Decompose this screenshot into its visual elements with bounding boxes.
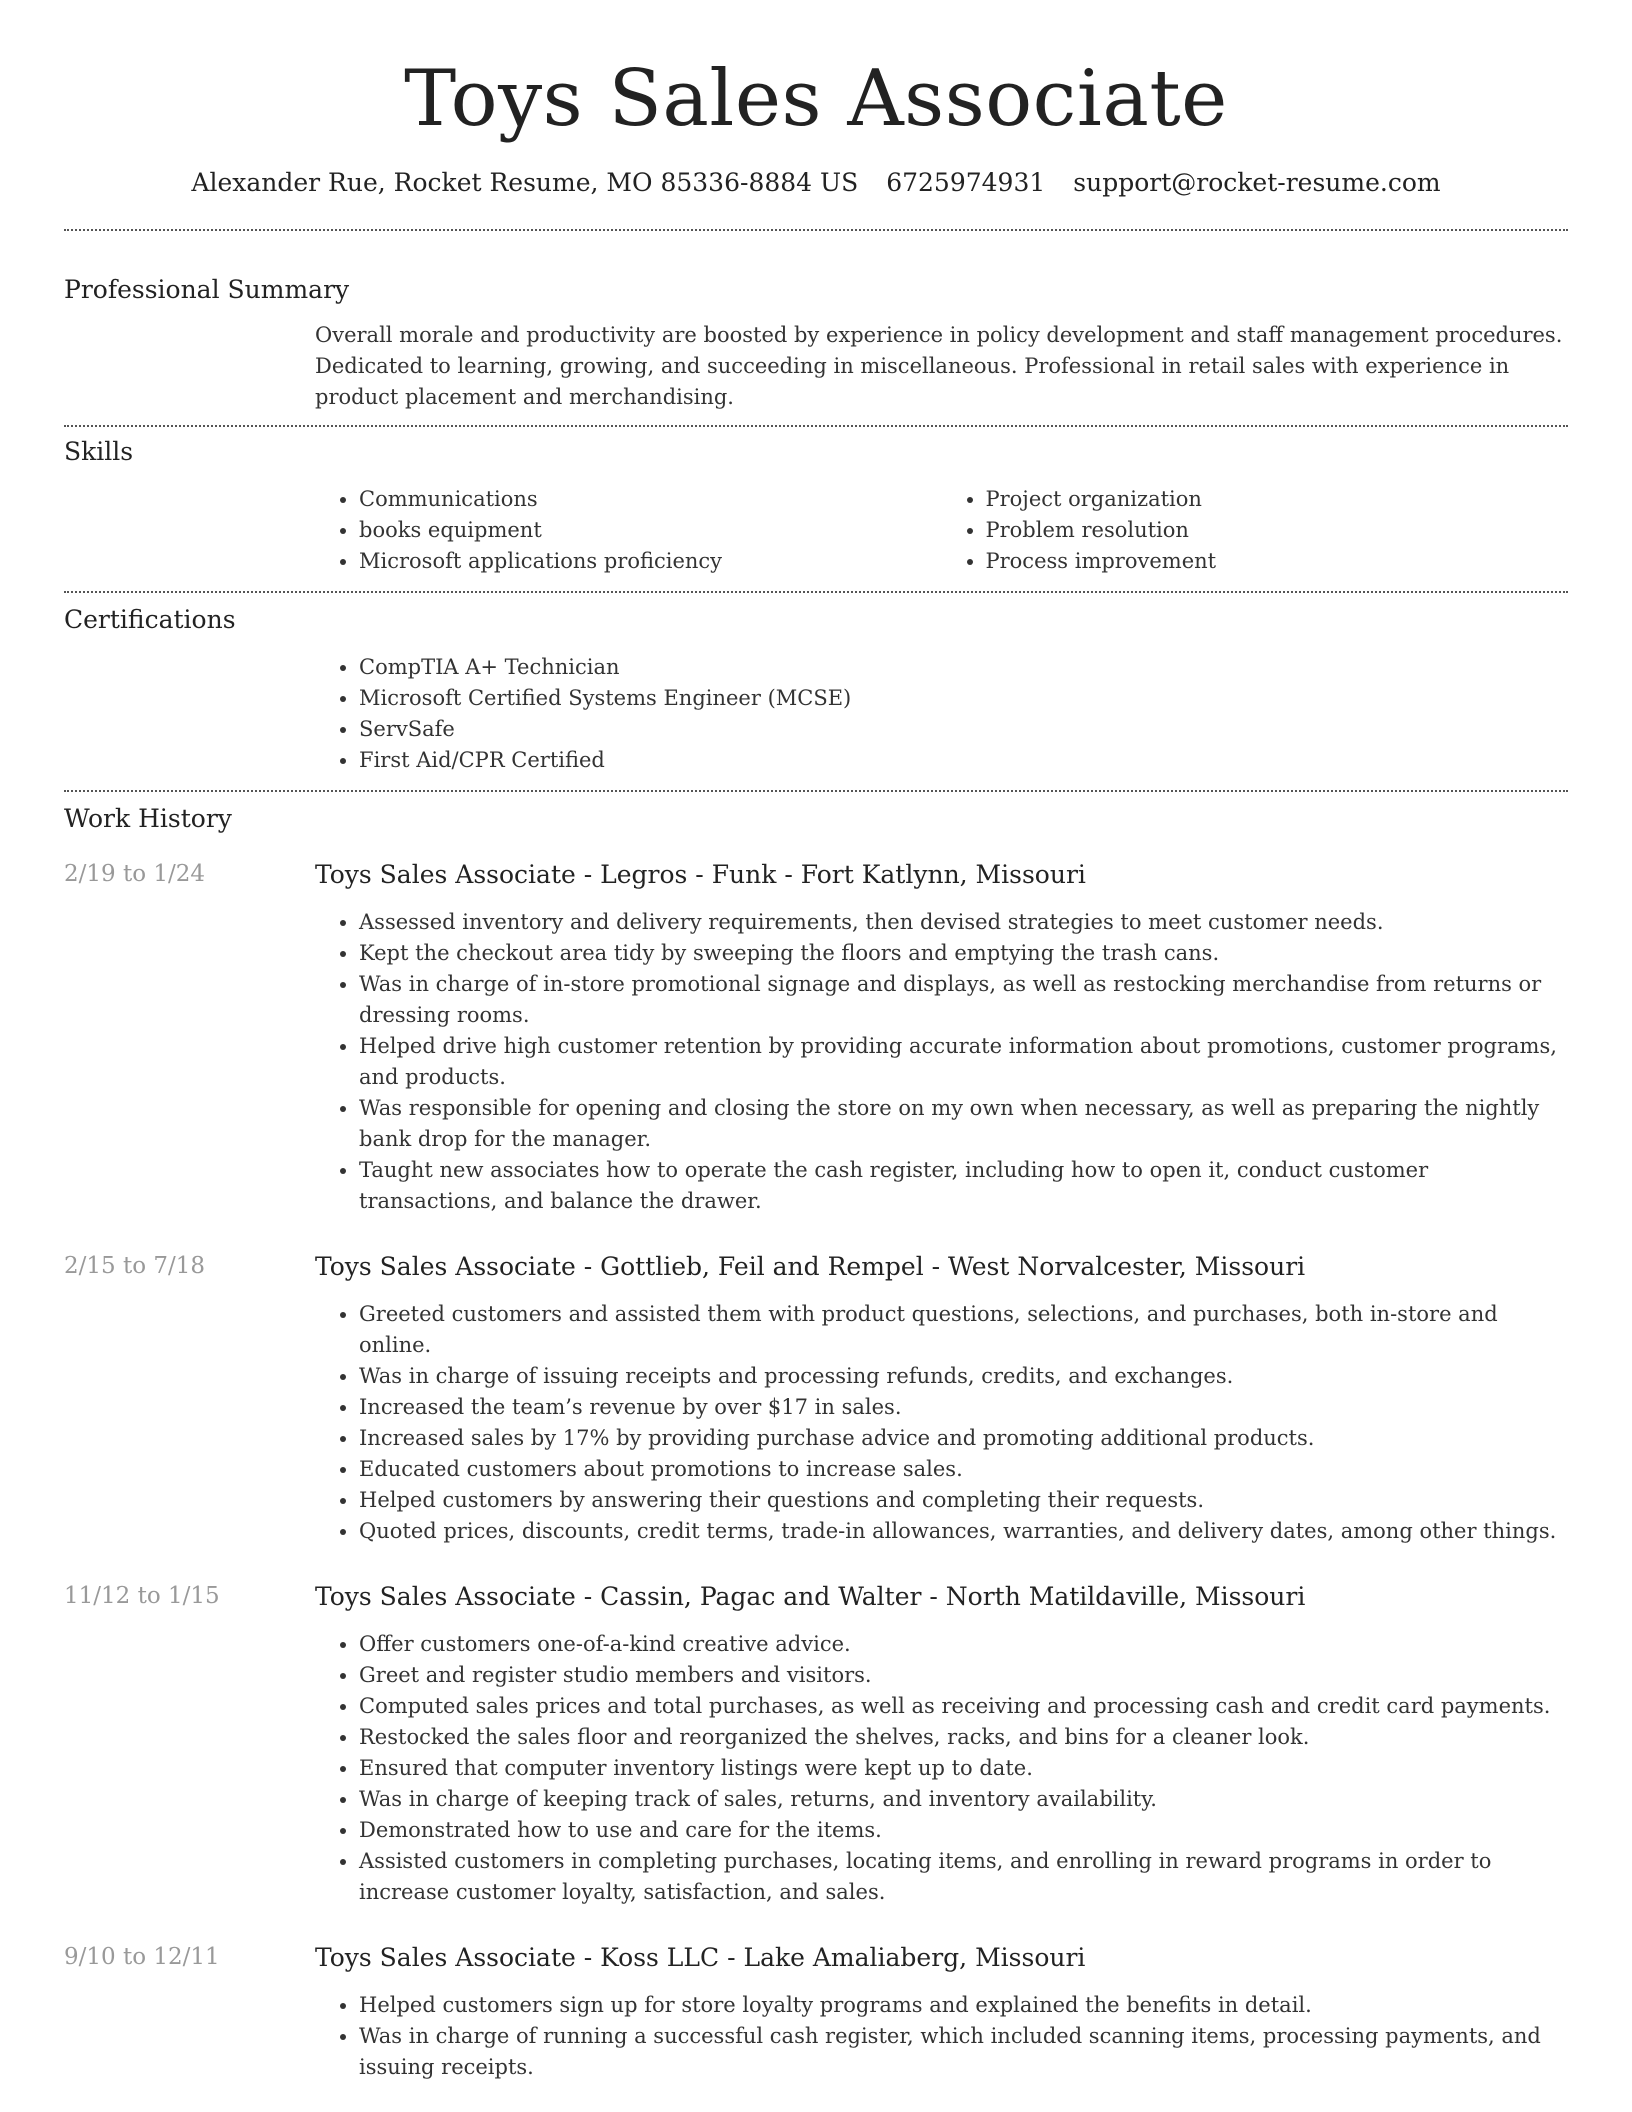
job-bullet: • Was in charge of running a successful cash register, which included scanning items, processing payments, and issuing receipts. [359, 2021, 1568, 2083]
certification-item: • Microsoft Certified Systems Engineer (MCSE) [359, 683, 1568, 714]
skill-item: • books equipment [359, 515, 942, 546]
contact-line [64, 168, 1568, 197]
job-bullet: • Was responsible for opening and closing the store on my own when necessary, as well as preparing the nightly bank drop for the manager. [359, 1093, 1568, 1155]
skills-column-right [942, 484, 1569, 577]
job-details [315, 1942, 1568, 2083]
job-bullet: • Demonstrated how to use and care for the items. [359, 1815, 1568, 1846]
summary-text: Overall morale and productivity are boosted by experience in policy development and staff management procedures. Dedicated to learning, growing, and succeeding in miscellaneous. Professional in retail sales with experience in product placement and merchandising. [315, 323, 1563, 409]
contact-address: Alexander Rue, Rocket Resume, MO 85336-8884 US [191, 168, 859, 197]
job-title: Toys Sales Associate - Legros - Funk - Fort Katlynn, Missouri [315, 860, 1086, 889]
job-entry [64, 1251, 1568, 1547]
resume-title: Toys Sales Associate [404, 54, 1228, 144]
skill-item: • Project organization [986, 484, 1569, 515]
job-dates: 11/12 to 1/15 [64, 1583, 220, 1609]
skill-item: • Microsoft applications proficiency [359, 546, 942, 577]
job-dates: 9/10 to 12/11 [64, 1944, 220, 1970]
certification-item: • ServSafe [359, 714, 1568, 745]
divider [64, 425, 1568, 427]
divider [64, 229, 1568, 231]
job-title: Toys Sales Associate - Gottlieb, Feil and Rempel - West Norvalcester, Missouri [315, 1252, 1306, 1281]
job-title: Toys Sales Associate - Koss LLC - Lake Amaliaberg, Missouri [315, 1943, 1086, 1972]
job-bullet: • Greet and register studio members and visitors. [359, 1660, 1568, 1691]
job-details [315, 859, 1568, 1217]
job-bullet: • Taught new associates how to operate the cash register, including how to open it, conduct customer transactions, and balance the drawer. [359, 1155, 1568, 1217]
job-title: Toys Sales Associate - Cassin, Pagac and Walter - North Matildaville, Missouri [315, 1582, 1306, 1611]
skill-item: • Problem resolution [986, 515, 1569, 546]
job-bullet: • Quoted prices, discounts, credit terms, trade-in allowances, warranties, and delivery dates, among other things. [359, 1516, 1568, 1547]
skills-column-left [315, 484, 942, 577]
job-entry [64, 1581, 1568, 1908]
skill-item: • Process improvement [986, 546, 1569, 577]
job-bullet: • Offer customers one-of-a-kind creative advice. [359, 1629, 1568, 1660]
skills-heading: Skills [64, 437, 134, 466]
job-bullets [315, 1629, 1568, 1908]
job-bullet: • Computed sales prices and total purchases, as well as receiving and processing cash and credit card payments. [359, 1691, 1568, 1722]
job-bullet: • Increased sales by 17% by providing purchase advice and promoting additional products. [359, 1423, 1568, 1454]
job-bullet: • Greeted customers and assisted them with product questions, selections, and purchases, both in-store and online. [359, 1299, 1568, 1361]
job-bullet: • Increased the team’s revenue by over $17 in sales. [359, 1392, 1568, 1423]
summary-section [64, 275, 1568, 413]
job-dates: 2/15 to 7/18 [64, 1253, 206, 1279]
divider [64, 790, 1568, 792]
certifications-list [315, 652, 1568, 776]
job-details [315, 1581, 1568, 1908]
job-details [315, 1251, 1568, 1547]
job-bullets [315, 1990, 1568, 2083]
work-history-section [64, 804, 1568, 2083]
skills-list [315, 484, 1568, 577]
job-bullet: • Was in charge of keeping track of sales, returns, and inventory availability. [359, 1784, 1568, 1815]
job-bullet: • Assessed inventory and delivery requirements, then devised strategies to meet customer needs. [359, 907, 1568, 938]
contact-email: support@rocket-resume.com [1073, 168, 1441, 197]
job-bullet: • Helped customers by answering their questions and completing their requests. [359, 1485, 1568, 1516]
job-bullet: • Was in charge of issuing receipts and processing refunds, credits, and exchanges. [359, 1361, 1568, 1392]
job-entry [64, 1942, 1568, 2083]
job-bullet: • Helped drive high customer retention by providing accurate information about promotions, customer programs, and products. [359, 1031, 1568, 1093]
job-bullet: • Restocked the sales floor and reorganized the shelves, racks, and bins for a cleaner look. [359, 1722, 1568, 1753]
job-bullet: • Was in charge of in-store promotional signage and displays, as well as restocking merchandise from returns or dressing rooms. [359, 969, 1568, 1031]
resume-page [64, 0, 1568, 2083]
certifications-section [64, 605, 1568, 776]
certification-item: • First Aid/CPR Certified [359, 745, 1568, 776]
job-bullets [315, 1299, 1568, 1547]
job-bullet: • Helped customers sign up for store loyalty programs and explained the benefits in detail. [359, 1990, 1568, 2021]
contact-phone: 6725974931 [886, 168, 1046, 197]
certifications-heading: Certifications [64, 605, 236, 634]
job-bullet: • Kept the checkout area tidy by sweeping the floors and emptying the trash cans. [359, 938, 1568, 969]
divider [64, 591, 1568, 593]
job-dates: 2/19 to 1/24 [64, 861, 206, 887]
skills-section [64, 437, 1568, 577]
work-history-heading: Work History [64, 804, 232, 833]
job-bullets [315, 907, 1568, 1217]
job-bullet: • Ensured that computer inventory listings were kept up to date. [359, 1753, 1568, 1784]
job-bullet: • Educated customers about promotions to increase sales. [359, 1454, 1568, 1485]
job-bullet: • Assisted customers in completing purchases, locating items, and enrolling in reward programs in order to increase customer loyalty, satisfaction, and sales. [359, 1846, 1568, 1908]
skill-item: • Communications [359, 484, 942, 515]
summary-heading: Professional Summary [64, 275, 350, 304]
certification-item: • CompTIA A+ Technician [359, 652, 1568, 683]
job-entry [64, 859, 1568, 1217]
